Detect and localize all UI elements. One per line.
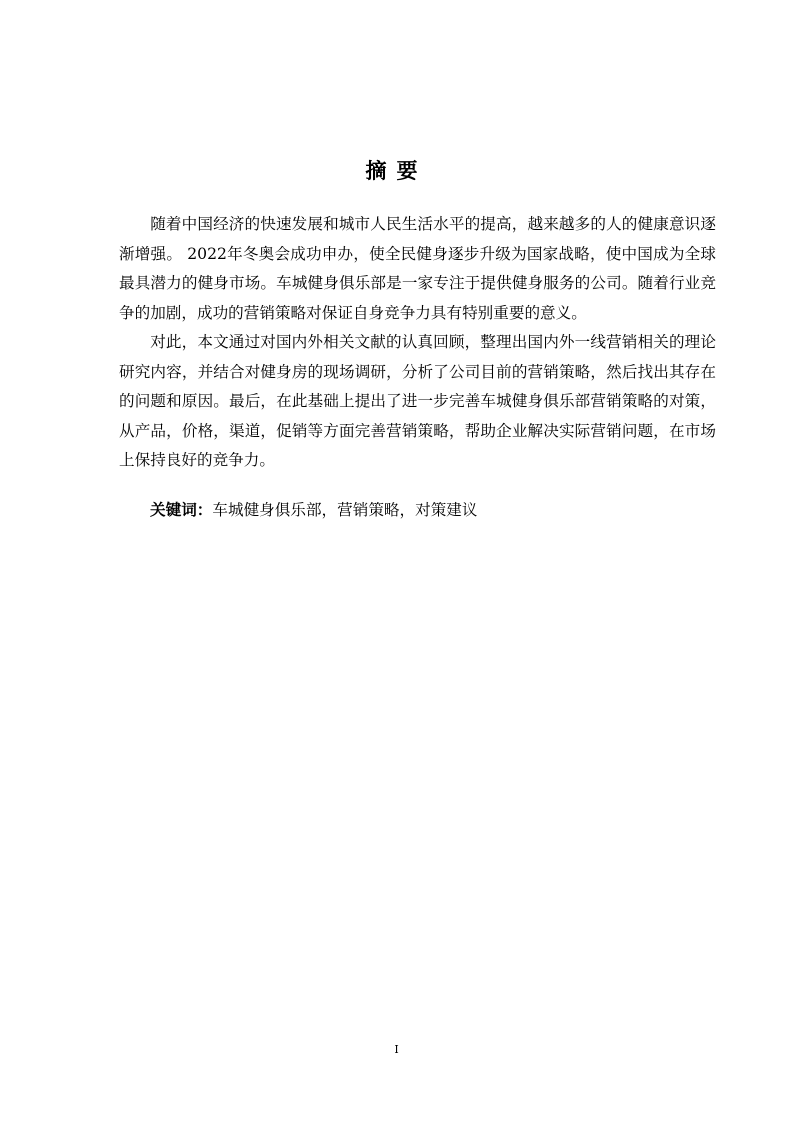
abstract-paragraph-1: 随着中国经济的快速发展和城市人民生活水平的提高，越来越多的人的健康意识逐渐增强。 2022年冬奥会成功申办，使全民健身逐步升级为国家战略，使中国成为全球最具潜力的健身市场。车城健身俱乐部是一家专注于提供健身服务的公司。随着行业竞争的加剧，成功的营销策略对保证自身竞争力具有特别重要的意义。 bbox=[119, 215, 716, 322]
abstract-body bbox=[119, 210, 716, 476]
abstract-title: 摘要 bbox=[365, 159, 428, 183]
keywords-label: 关键词： bbox=[150, 501, 213, 519]
keywords-line bbox=[150, 498, 710, 522]
abstract-paragraph-2: 对此，本文通过对国内外相关文献的认真回顾，整理出国内外一线营销相关的理论研究内容，并结合对健身房的现场调研，分析了公司目前的营销策略，然后找出其存在的问题和原因。最后，在此基础上提出了进一步完善车城健身俱乐部营销策略的对策，从产品，价格，渠道，促销等方面完善营销策略，帮助企业解决实际营销问题，在市场上保持良好的竞争力。 bbox=[119, 333, 716, 469]
page-number: I bbox=[394, 1043, 399, 1056]
keywords-value: 车城健身俱乐部，营销策略，对策建议 bbox=[212, 501, 478, 519]
